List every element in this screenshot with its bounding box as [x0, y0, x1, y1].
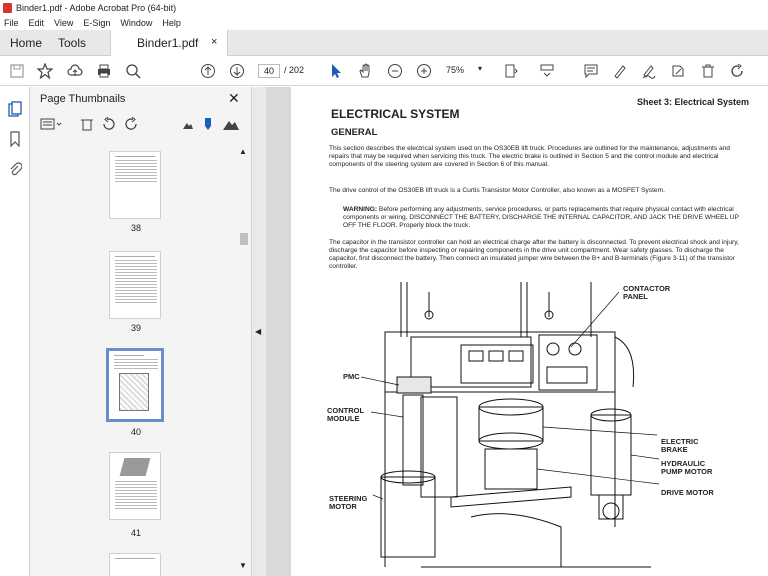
- highlight-pen-icon[interactable]: [611, 62, 629, 80]
- thumbnail-page-39[interactable]: [109, 251, 161, 319]
- edit-pdf-icon[interactable]: [669, 62, 687, 80]
- page-total: / 202: [284, 65, 305, 75]
- page-thumbnails-icon[interactable]: [7, 101, 23, 117]
- thumbnail-page-41[interactable]: [109, 452, 161, 520]
- label-pmc: PMC: [343, 372, 360, 381]
- label-line: MOTOR: [329, 502, 357, 511]
- zoom-out-icon[interactable]: [386, 62, 404, 80]
- main-toolbar: [0, 56, 768, 86]
- menu-help[interactable]: Help: [162, 17, 181, 28]
- zoom-level[interactable]: 75%: [446, 65, 465, 75]
- tab-document[interactable]: [110, 30, 228, 56]
- warning-text: [343, 206, 743, 230]
- thumbnail-label: 38: [130, 223, 141, 233]
- thumbnail-page-38[interactable]: [109, 151, 161, 219]
- thumbnail-large-icon[interactable]: [222, 117, 240, 134]
- warning-body: Before performing any adjustments, service procedures, or parts replacements that require physical contact with electrical components or wiring, DISCONNECT THE BATTERY, DISCHARGE THE INTERNAL CAPACITOR, AND JACK THE DRIVE WHEEL UP OFF THE FLOOR. Properly block the truck.: [343, 206, 739, 229]
- scroll-up-icon[interactable]: ▲: [239, 147, 247, 156]
- rotate-cw-icon[interactable]: [124, 117, 138, 134]
- scrollbar-thumb[interactable]: [240, 233, 248, 245]
- attachments-icon[interactable]: [7, 161, 23, 177]
- section-heading: GENERAL: [331, 127, 378, 138]
- acrobat-icon: [3, 3, 12, 13]
- paragraph-drive-control: The drive control of the OS30EB lift truck is a Curtis Transistor Motor Controller, also known as a MOSFET System.: [329, 187, 665, 194]
- electrical-diagram: [321, 277, 761, 576]
- label-control-module: [327, 407, 364, 423]
- bookmark-star-icon[interactable]: [36, 62, 54, 80]
- label-line: MODULE: [327, 414, 360, 423]
- zoom-dropdown-icon[interactable]: ▾: [478, 64, 483, 73]
- close-tab-icon[interactable]: ×: [211, 36, 218, 48]
- label-line: HYDRAULIC: [661, 459, 706, 468]
- thumbnail-delete-icon[interactable]: [80, 117, 94, 134]
- close-panel-icon[interactable]: ✕: [228, 90, 240, 106]
- thumbnail-label: 39: [130, 323, 141, 333]
- sign-icon[interactable]: [640, 62, 658, 80]
- panel-title: Page Thumbnails: [40, 93, 126, 105]
- thumbnails-panel: [30, 87, 252, 576]
- save-icon[interactable]: [8, 62, 26, 80]
- thumbnail-scrollbar[interactable]: [238, 145, 250, 576]
- page-heading: ELECTRICAL SYSTEM: [331, 107, 460, 121]
- menu-esign[interactable]: E-Sign: [83, 17, 111, 28]
- scroll-mode-icon[interactable]: [538, 62, 556, 80]
- zoom-in-icon[interactable]: [415, 62, 433, 80]
- menu-bar: [0, 15, 768, 30]
- tab-home[interactable]: Home: [10, 36, 43, 50]
- panel-toolbar: [38, 117, 248, 137]
- label-line: PUMP MOTOR: [661, 467, 713, 476]
- thumbnail-options-icon[interactable]: [40, 117, 62, 134]
- fit-page-icon[interactable]: [502, 62, 520, 80]
- previous-page-icon[interactable]: [199, 62, 217, 80]
- page-number-input[interactable]: 40: [258, 64, 280, 78]
- collapse-arrow-icon[interactable]: ◀: [255, 327, 262, 336]
- rotate-icon[interactable]: [728, 62, 746, 80]
- hand-tool-icon[interactable]: [356, 62, 374, 80]
- tab-document-label: Binder1.pdf: [137, 36, 199, 50]
- warning-label: WARNING:: [343, 206, 378, 213]
- thumbnail-small-icon[interactable]: [182, 117, 194, 134]
- sheet-header: Sheet 3: Electrical System: [637, 97, 750, 107]
- collapse-panel-handle[interactable]: [252, 87, 266, 576]
- rotate-ccw-icon[interactable]: [102, 117, 116, 134]
- paragraph-intro: This section describes the electrical system used on the OS30EB lift truck. Procedures are outlined for the maintenance, adjustments and repairs that may be required when servicing this truck. The electric brake is outlined in Section 5 and the control module and electrical components of the steering system are covered in Section 6 of this manual.: [329, 145, 730, 168]
- paragraph-capacitor: The capacitor in the transistor controller can hold an electrical charge after the battery is disconnected. To prevent electrical shock and injury, discharge the capacitor before inspecting or repairing components in the drive unit compartment. Wear safety glasses. To discharge the capacitor, first disconnect the battery. Then connect an insulated jumper wire between the B+ and B-terminals (Figure 3-11) of the transistor controller.: [329, 239, 739, 270]
- bookmarks-icon[interactable]: [7, 131, 23, 147]
- thumbnail-label: 40: [130, 427, 141, 437]
- menu-file[interactable]: File: [4, 17, 19, 28]
- tab-bar: [0, 30, 768, 56]
- next-page-icon[interactable]: [228, 62, 246, 80]
- window-title: Binder1.pdf - Adobe Acrobat Pro (64-bit): [16, 2, 177, 13]
- label-line: CONTACTOR: [623, 284, 671, 293]
- title-bar: [0, 0, 768, 15]
- thumbnail-page-40[interactable]: [106, 348, 164, 422]
- label-steering-motor: [329, 495, 367, 511]
- zoom-search-icon[interactable]: [124, 62, 142, 80]
- label-line: BRAKE: [661, 445, 688, 454]
- label-electric-brake: [661, 438, 699, 454]
- label-contactor: [623, 285, 670, 301]
- thumbnail-list: [30, 145, 240, 576]
- truck-line-drawing: [321, 277, 761, 576]
- label-drive-motor: DRIVE MOTOR: [661, 488, 714, 497]
- menu-window[interactable]: Window: [120, 17, 153, 28]
- left-rail: [0, 87, 30, 576]
- label-hydraulic-pump: [661, 460, 712, 476]
- upload-cloud-icon[interactable]: [66, 62, 84, 80]
- tab-tools[interactable]: Tools: [58, 36, 87, 50]
- delete-icon[interactable]: [699, 62, 717, 80]
- label-line: STEERING: [329, 494, 368, 503]
- thumbnail-size-slider[interactable]: [202, 117, 214, 134]
- select-cursor-icon[interactable]: [327, 62, 345, 80]
- document-view[interactable]: [266, 87, 768, 576]
- label-line: CONTROL: [327, 406, 365, 415]
- scroll-down-icon[interactable]: ▼: [239, 561, 247, 570]
- label-line: ELECTRIC: [661, 437, 699, 446]
- menu-edit[interactable]: Edit: [28, 17, 45, 28]
- thumbnail-label: 41: [130, 528, 141, 538]
- pdf-page: [291, 87, 768, 576]
- comment-icon[interactable]: [582, 62, 600, 80]
- menu-view[interactable]: View: [54, 17, 74, 28]
- thumbnail-page-42[interactable]: [109, 553, 161, 576]
- label-line: PANEL: [623, 292, 648, 301]
- print-icon[interactable]: [95, 62, 113, 80]
